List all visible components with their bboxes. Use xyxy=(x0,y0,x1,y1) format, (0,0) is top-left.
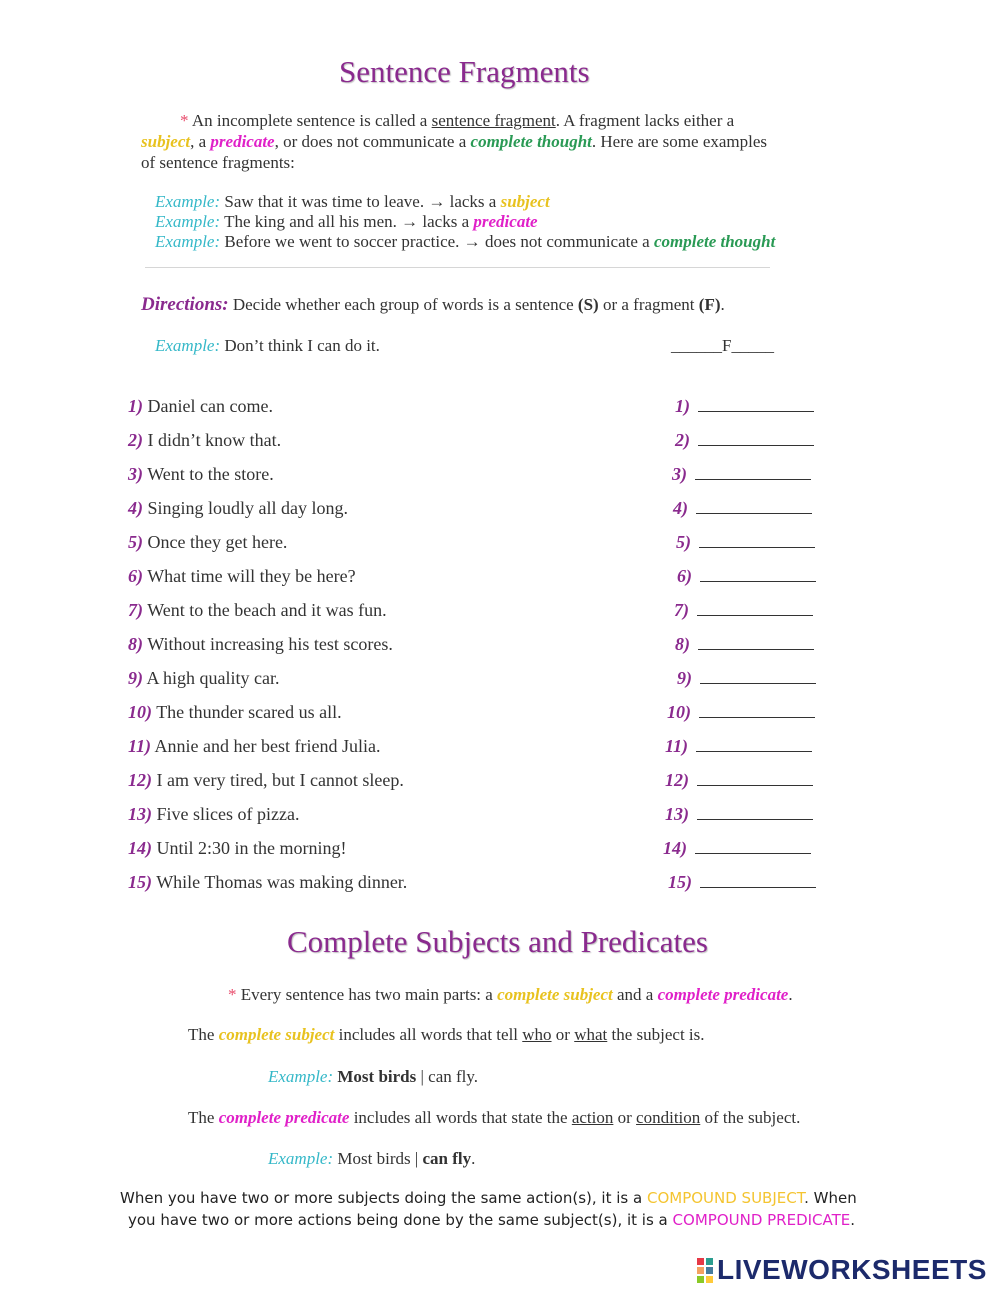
answer-number: 12) xyxy=(665,770,689,790)
keyword-predicate: predicate xyxy=(210,132,275,151)
directions: Directions: Decide whether each group of words is a sentence (S) or a fragment (F). xyxy=(141,294,725,315)
term-sentence-fragment: sentence fragment xyxy=(431,111,556,130)
answer-number: 4) xyxy=(673,498,688,518)
logo-blocks-icon xyxy=(696,1258,714,1283)
answer-number: 1) xyxy=(675,396,690,416)
answer-row-6 xyxy=(677,566,816,587)
logo-text: LIVEWORKSHEETS xyxy=(717,1254,987,1285)
question-4 xyxy=(128,498,348,519)
question-text: Once they get here. xyxy=(147,532,288,552)
example-row: Example: The king and all his men. → lacks a predicate xyxy=(155,212,538,231)
answer-blank[interactable] xyxy=(698,635,814,650)
compound-line-1: When you have two or more subjects doing the same action(s), it is a COMPOUND SUBJECT. When xyxy=(120,1189,857,1207)
liveworksheets-logo xyxy=(696,1254,987,1286)
intro-line-1: * An incomplete sentence is called a sentence fragment. A fragment lacks either a xyxy=(180,111,735,130)
question-text: Singing loudly all day long. xyxy=(147,498,348,518)
star-bullet: * xyxy=(180,111,189,130)
section2-line-3: The complete predicate includes all words that state the action or condition of the subject. xyxy=(188,1108,801,1127)
question-text: Without increasing his test scores. xyxy=(147,634,393,654)
answer-row-11 xyxy=(665,736,812,757)
answer-number: 8) xyxy=(675,634,690,654)
answer-row-10 xyxy=(667,702,815,723)
answer-number: 2) xyxy=(675,430,690,450)
question-12 xyxy=(128,770,404,791)
section2-line-1: * Every sentence has two main parts: a complete subject and a complete predicate. xyxy=(228,985,793,1004)
question-text: While Thomas was making dinner. xyxy=(156,872,408,892)
question-10 xyxy=(128,702,342,723)
intro-line-2: subject, a predicate, or does not communicate a complete thought. Here are some examples xyxy=(141,132,768,151)
question-number: 5) xyxy=(128,532,143,552)
answer-row-7 xyxy=(674,600,813,621)
directions-label: Directions: xyxy=(141,294,229,315)
keyword-complete-subject: complete subject xyxy=(497,985,613,1004)
section-title: Complete Subjects and Predicates xyxy=(287,924,708,959)
compound-subject-term: COMPOUND SUBJECT xyxy=(646,1189,805,1207)
keyword-subject: subject xyxy=(141,132,191,151)
section2-example-2: Example: Most birds | can fly. xyxy=(268,1149,476,1168)
question-8 xyxy=(128,634,393,655)
question-14 xyxy=(128,838,346,859)
question-number: 10) xyxy=(128,702,152,722)
answer-number: 5) xyxy=(676,532,691,552)
answer-blank[interactable] xyxy=(695,839,811,854)
question-text: Annie and her best friend Julia. xyxy=(154,736,381,756)
answer-blank[interactable] xyxy=(700,873,816,888)
question-number: 12) xyxy=(128,770,152,790)
question-number: 7) xyxy=(128,600,143,620)
question-11 xyxy=(128,736,380,757)
question-text: What time will they be here? xyxy=(147,566,356,586)
answer-row-2 xyxy=(675,430,814,451)
answer-row-13 xyxy=(665,804,813,825)
question-9 xyxy=(128,668,280,689)
answer-blank[interactable] xyxy=(698,431,814,446)
keyword-complete-thought: complete thought xyxy=(470,132,592,151)
question-number: 2) xyxy=(128,430,143,450)
answer-row-9 xyxy=(677,668,816,689)
question-number: 1) xyxy=(128,396,143,416)
question-1 xyxy=(128,396,273,417)
question-number: 6) xyxy=(128,566,143,586)
answer-blank[interactable] xyxy=(696,499,812,514)
answer-number: 3) xyxy=(672,464,687,484)
answer-row-1 xyxy=(675,396,814,417)
intro-line-3: of sentence fragments: xyxy=(141,153,295,172)
answer-blank[interactable] xyxy=(696,737,812,752)
question-5 xyxy=(128,532,287,553)
question-number: 8) xyxy=(128,634,143,654)
question-3 xyxy=(128,464,274,485)
question-text: The thunder scared us all. xyxy=(156,702,342,722)
answer-blank[interactable] xyxy=(700,669,816,684)
answer-number: 6) xyxy=(677,566,692,586)
question-text: I didn’t know that. xyxy=(147,430,282,450)
question-2 xyxy=(128,430,281,451)
answer-blank[interactable] xyxy=(695,465,811,480)
question-number: 4) xyxy=(128,498,143,518)
question-13 xyxy=(128,804,299,825)
sample-answer: ______F_____ xyxy=(671,336,774,355)
answer-number: 10) xyxy=(667,702,691,722)
question-text: Five slices of pizza. xyxy=(156,804,300,824)
question-number: 14) xyxy=(128,838,152,858)
compound-line-2: you have two or more actions being done by the same subject(s), it is a COMPOUND PREDICATE. xyxy=(128,1211,856,1229)
answer-row-8 xyxy=(675,634,814,655)
answer-blank[interactable] xyxy=(699,703,815,718)
compound-predicate-term: COMPOUND PREDICATE xyxy=(672,1211,851,1229)
question-number: 15) xyxy=(128,872,152,892)
answer-row-5 xyxy=(676,532,815,553)
answer-blank[interactable] xyxy=(698,397,814,412)
answer-number: 15) xyxy=(668,872,692,892)
sample-example: Example: Don’t think I can do it. xyxy=(155,336,380,355)
answer-row-15 xyxy=(668,872,816,893)
page-title: Sentence Fragments xyxy=(339,54,590,89)
question-text: Daniel can come. xyxy=(147,396,273,416)
answer-blank[interactable] xyxy=(697,771,813,786)
question-text: Went to the store. xyxy=(147,464,274,484)
question-text: Until 2:30 in the morning! xyxy=(156,838,347,858)
question-7 xyxy=(128,600,387,621)
answer-blank[interactable] xyxy=(697,805,813,820)
question-15 xyxy=(128,872,407,893)
answer-row-14 xyxy=(663,838,811,859)
answer-row-12 xyxy=(665,770,813,791)
question-text: Went to the beach and it was fun. xyxy=(147,600,387,620)
question-number: 9) xyxy=(128,668,143,688)
question-6 xyxy=(128,566,356,587)
answer-row-4 xyxy=(673,498,812,519)
example-row: Example: Saw that it was time to leave. → lacks a subject xyxy=(155,192,550,211)
answer-number: 7) xyxy=(674,600,689,620)
question-number: 11) xyxy=(128,736,152,756)
divider xyxy=(145,267,770,268)
keyword-complete-predicate: complete predicate xyxy=(657,985,789,1004)
answer-blank[interactable] xyxy=(697,601,813,616)
answer-number: 11) xyxy=(665,736,689,756)
section2-line-2: The complete subject includes all words that tell who or what the subject is. xyxy=(188,1025,705,1044)
answer-blank[interactable] xyxy=(699,533,815,548)
question-number: 3) xyxy=(128,464,143,484)
answer-blank[interactable] xyxy=(700,567,816,582)
question-text: I am very tired, but I cannot sleep. xyxy=(156,770,404,790)
example-row: Example: Before we went to soccer practice. → does not communicate a complete thought xyxy=(155,232,776,251)
answer-number: 9) xyxy=(677,668,692,688)
answer-row-3 xyxy=(672,464,811,485)
answer-number: 13) xyxy=(665,804,689,824)
answer-number: 14) xyxy=(663,838,687,858)
question-text: A high quality car. xyxy=(146,668,280,688)
question-number: 13) xyxy=(128,804,152,824)
section2-example-1: Example: Most birds | can fly. xyxy=(268,1067,479,1086)
